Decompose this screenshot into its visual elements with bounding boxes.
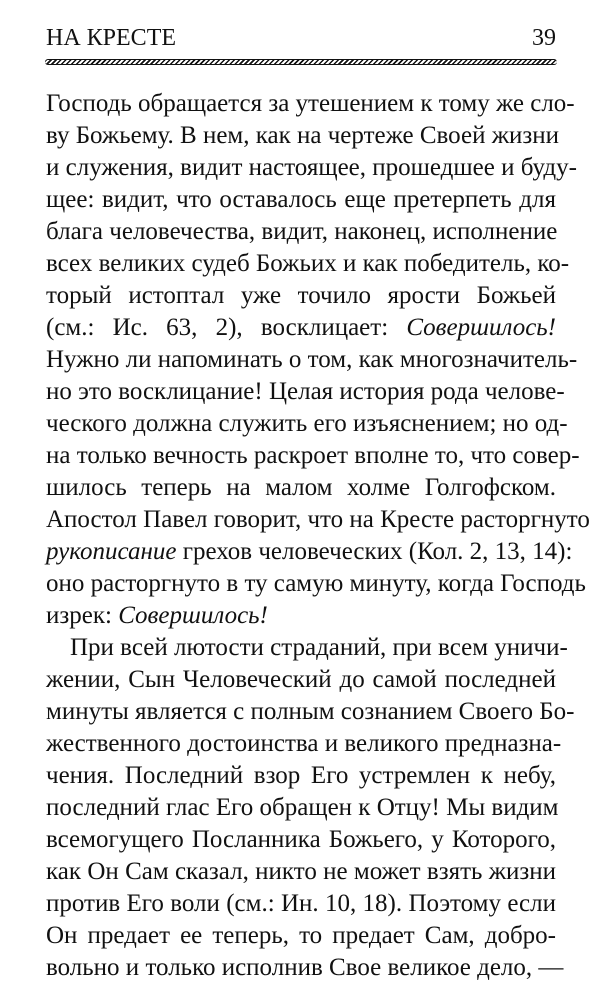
text-line: [46, 920, 556, 952]
text-segment: как Он Сам сказал, никто не может взять жизни: [46, 858, 556, 885]
text-segment: Господь обращается за утешением к тому же сло-: [46, 90, 575, 117]
running-title: НА КРЕСТЕ: [46, 25, 177, 51]
text-line: [46, 760, 556, 792]
text-segment: грехов человеческих (Кол. 2, 13, 14):: [176, 538, 573, 565]
text-line: [46, 632, 568, 664]
paragraph: [46, 88, 590, 632]
text-line: [46, 856, 556, 888]
text-segment: (см.: Ис. 63, 2), восклицает:: [46, 314, 407, 341]
text-segment: против Его воли (см.: Ин. 10, 18). Поэтому если: [46, 890, 556, 917]
text-segment: жественного достоинства и великого предназна-: [46, 730, 562, 757]
text-line: [46, 248, 570, 280]
italic-text: Совершилось!: [118, 602, 268, 629]
text-line: [46, 472, 556, 504]
text-segment: но это восклицание! Целая история рода челове-: [46, 378, 565, 405]
text-segment: блага человечества, видит, наконец, исполнение: [46, 218, 558, 245]
text-segment: щее: видит, что оставалось еще претерпеть для: [46, 186, 556, 213]
decorative-rope-rule: [45, 59, 557, 65]
text-line: [46, 568, 586, 600]
text-segment: оно расторгнуто в ту самую минуту, когда Господь: [46, 570, 586, 597]
page-body-text: [46, 88, 590, 984]
text-line: [46, 824, 556, 856]
text-line: [46, 120, 560, 152]
text-segment: минуты является с полным сознанием Своего Бо-: [46, 698, 575, 725]
italic-text: Совершилось!: [406, 314, 556, 341]
text-segment: шилось теперь на малом холме Голгофском.: [46, 474, 556, 501]
text-segment: всех великих судеб Божьих и как победитель, ко-: [46, 250, 570, 277]
text-segment: всемогущего Посланника Божьего, у Которого,: [46, 826, 556, 853]
text-line: [46, 344, 578, 376]
text-line: [46, 696, 575, 728]
text-line: [46, 152, 577, 184]
text-segment: чения. Последний взор Его устремлен к небу,: [46, 762, 556, 789]
text-segment: на только вечность раскроет вполне то, что совер-: [46, 442, 580, 469]
page-number: 39: [532, 25, 556, 51]
text-segment: Нужно ли напоминать о том, как многозначитель-: [46, 346, 578, 373]
text-segment: жении, Сын Человеческий до самой последней: [46, 666, 556, 693]
text-line: [46, 88, 575, 120]
text-line: [46, 792, 559, 824]
text-segment: торый истоптал уже точило ярости Божьей: [46, 282, 556, 309]
text-line: [46, 280, 556, 312]
text-segment: Он предает ее теперь, то предает Сам, добро-: [46, 922, 556, 949]
text-segment: Апостол Павел говорит, что на Кресте расторгнуто: [46, 506, 590, 533]
text-line: [46, 184, 556, 216]
text-line: [46, 504, 590, 536]
text-segment: При всей лютости страданий, при всем уничи-: [70, 634, 568, 661]
text-line: [46, 376, 565, 408]
text-line: [46, 408, 568, 440]
page-header: [46, 22, 556, 52]
text-segment: последний глас Его обращен к Отцу! Мы видим: [46, 794, 559, 821]
text-line: [46, 728, 562, 760]
text-segment: ву Божьему. В нем, как на чертеже Своей жизни: [46, 122, 560, 149]
text-segment: изрек:: [46, 602, 119, 629]
text-line: [46, 536, 573, 568]
text-segment: и служения, видит настоящее, прошедшее и буду-: [46, 154, 577, 181]
text-segment: ческого должна служить его изъяснением; но од-: [46, 410, 568, 437]
text-line: [46, 664, 556, 696]
text-line: [46, 216, 556, 248]
italic-text: рукописание: [46, 538, 177, 565]
text-line: [46, 312, 556, 344]
paragraph: [46, 632, 575, 984]
text-line: [46, 440, 580, 472]
text-segment: вольно и только исполнив Свое великое дело, —: [46, 954, 564, 981]
text-line: [46, 952, 564, 984]
text-line: [46, 600, 556, 632]
text-line: [46, 888, 556, 920]
